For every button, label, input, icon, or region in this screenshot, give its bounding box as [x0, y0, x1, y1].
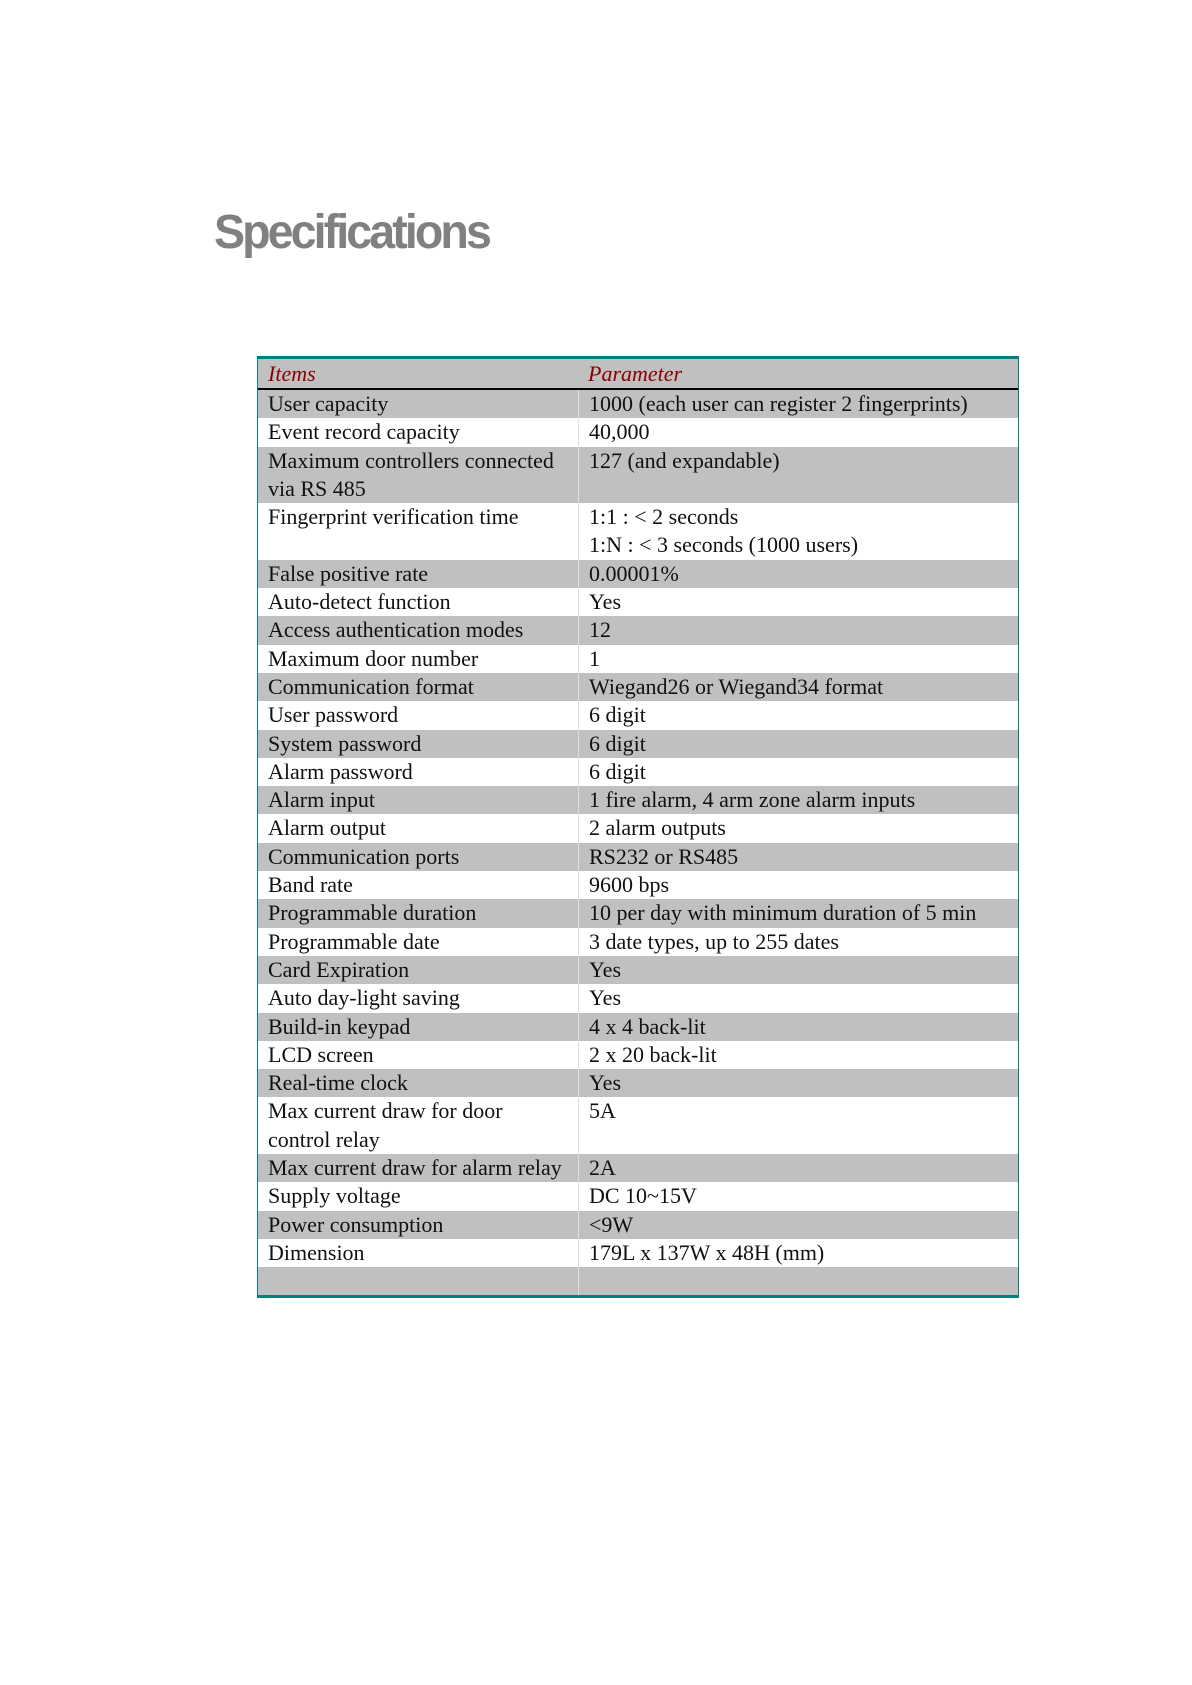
spec-item: LCD screen: [268, 1041, 374, 1067]
spec-parameter: 2A: [578, 1154, 1018, 1182]
spec-item: Supply voltage: [268, 1183, 401, 1209]
spec-item: Max current draw for alarm relay: [268, 1155, 562, 1181]
spec-parameter: 5A: [578, 1097, 1018, 1154]
table-row: [258, 673, 1018, 701]
table-row: [258, 447, 1018, 504]
spec-parameter: 2 x 20 back-lit: [578, 1041, 1018, 1069]
table-row: [258, 871, 1018, 899]
empty-cell: [258, 1267, 578, 1295]
table-row: [258, 645, 1018, 673]
spec-parameter: 9600 bps: [578, 871, 1018, 899]
spec-item: Alarm output: [268, 815, 386, 841]
table-row: [258, 928, 1018, 956]
table-row: [258, 1239, 1018, 1267]
spec-item: Programmable duration: [268, 900, 477, 926]
spec-item: Communication format: [268, 673, 474, 699]
spec-parameter: 1:1 : < 2 seconds 1:N : < 3 seconds (1000 users): [578, 503, 1018, 560]
spec-parameter: Yes: [578, 588, 1018, 616]
table-row: [258, 814, 1018, 842]
table-row: [258, 1182, 1018, 1210]
table-row: [258, 701, 1018, 729]
table-row: [258, 1154, 1018, 1182]
specifications-table: [257, 356, 1019, 1298]
spec-item: Max current draw for door control relay: [268, 1098, 503, 1152]
spec-parameter: 40,000: [578, 418, 1018, 446]
spec-item: False positive rate: [268, 560, 429, 586]
spec-parameter: DC 10~15V: [578, 1182, 1018, 1210]
spec-parameter: 3 date types, up to 255 dates: [578, 928, 1018, 956]
table-row: [258, 1097, 1018, 1154]
spec-parameter: 1: [578, 645, 1018, 673]
spec-item: Alarm password: [268, 758, 413, 784]
spec-parameter: Yes: [578, 1069, 1018, 1097]
spec-item: Card Expiration: [268, 956, 410, 982]
spec-item: Build-in keypad: [268, 1013, 411, 1039]
spec-item: User capacity: [268, 391, 389, 416]
table-row: [258, 588, 1018, 616]
spec-parameter: Yes: [578, 956, 1018, 984]
table-row: [258, 616, 1018, 644]
spec-parameter: 127 (and expandable): [578, 447, 1018, 504]
spec-item: Auto day-light saving: [268, 985, 460, 1011]
table-row: [258, 418, 1018, 446]
spec-parameter: Yes: [578, 984, 1018, 1012]
table-row: [258, 843, 1018, 871]
spec-item: Alarm input: [268, 787, 375, 813]
spec-item: Real-time clock: [268, 1070, 408, 1096]
spec-item: Maximum controllers connected via RS 485: [268, 447, 554, 501]
table-row: [258, 984, 1018, 1012]
spec-parameter: 6 digit: [578, 701, 1018, 729]
table-row: [258, 503, 1018, 560]
spec-item: User password: [268, 702, 399, 728]
spec-parameter: 10 per day with minimum duration of 5 min: [578, 899, 1018, 927]
header-parameter: Parameter: [588, 361, 683, 386]
spec-item: Band rate: [268, 872, 353, 898]
spec-parameter: 2 alarm outputs: [578, 814, 1018, 842]
table-row: [258, 1013, 1018, 1041]
spec-parameter: Wiegand26 or Wiegand34 format: [578, 673, 1018, 701]
spec-parameter: 12: [578, 616, 1018, 644]
spec-item: Programmable date: [268, 928, 440, 954]
spec-item: Fingerprint verification time: [268, 504, 519, 530]
table-row: [258, 758, 1018, 786]
table-row: [258, 1069, 1018, 1097]
table-row: [258, 560, 1018, 588]
table-row: [258, 730, 1018, 758]
empty-cell: [578, 1267, 1018, 1295]
spec-item: Power consumption: [268, 1211, 444, 1237]
spec-item: Communication ports: [268, 843, 460, 869]
table-row: [258, 390, 1018, 418]
spec-parameter: <9W: [578, 1211, 1018, 1239]
spec-parameter: RS232 or RS485: [578, 843, 1018, 871]
table-row: [258, 1041, 1018, 1069]
table-row: [258, 1211, 1018, 1239]
table-header: [258, 359, 1018, 390]
spec-parameter: 4 x 4 back-lit: [578, 1013, 1018, 1041]
spec-parameter: 1000 (each user can register 2 fingerprints): [578, 390, 1018, 418]
page-title: Specifications: [214, 206, 489, 259]
spec-parameter: 6 digit: [578, 758, 1018, 786]
spec-item: Dimension: [268, 1239, 365, 1265]
spec-item: Access authentication modes: [268, 617, 524, 643]
spec-parameter: 0.00001%: [578, 560, 1018, 588]
spec-item: Maximum door number: [268, 645, 479, 671]
table-row-empty: [258, 1267, 1018, 1295]
spec-parameter: 179L x 137W x 48H (mm): [578, 1239, 1018, 1267]
header-items: Items: [268, 361, 316, 386]
spec-item: System password: [268, 730, 422, 756]
spec-item: Event record capacity: [268, 419, 460, 445]
spec-parameter: 1 fire alarm, 4 arm zone alarm inputs: [578, 786, 1018, 814]
spec-parameter: 6 digit: [578, 730, 1018, 758]
table-row: [258, 786, 1018, 814]
table-row: [258, 899, 1018, 927]
table-row: [258, 956, 1018, 984]
spec-item: Auto-detect function: [268, 589, 451, 615]
